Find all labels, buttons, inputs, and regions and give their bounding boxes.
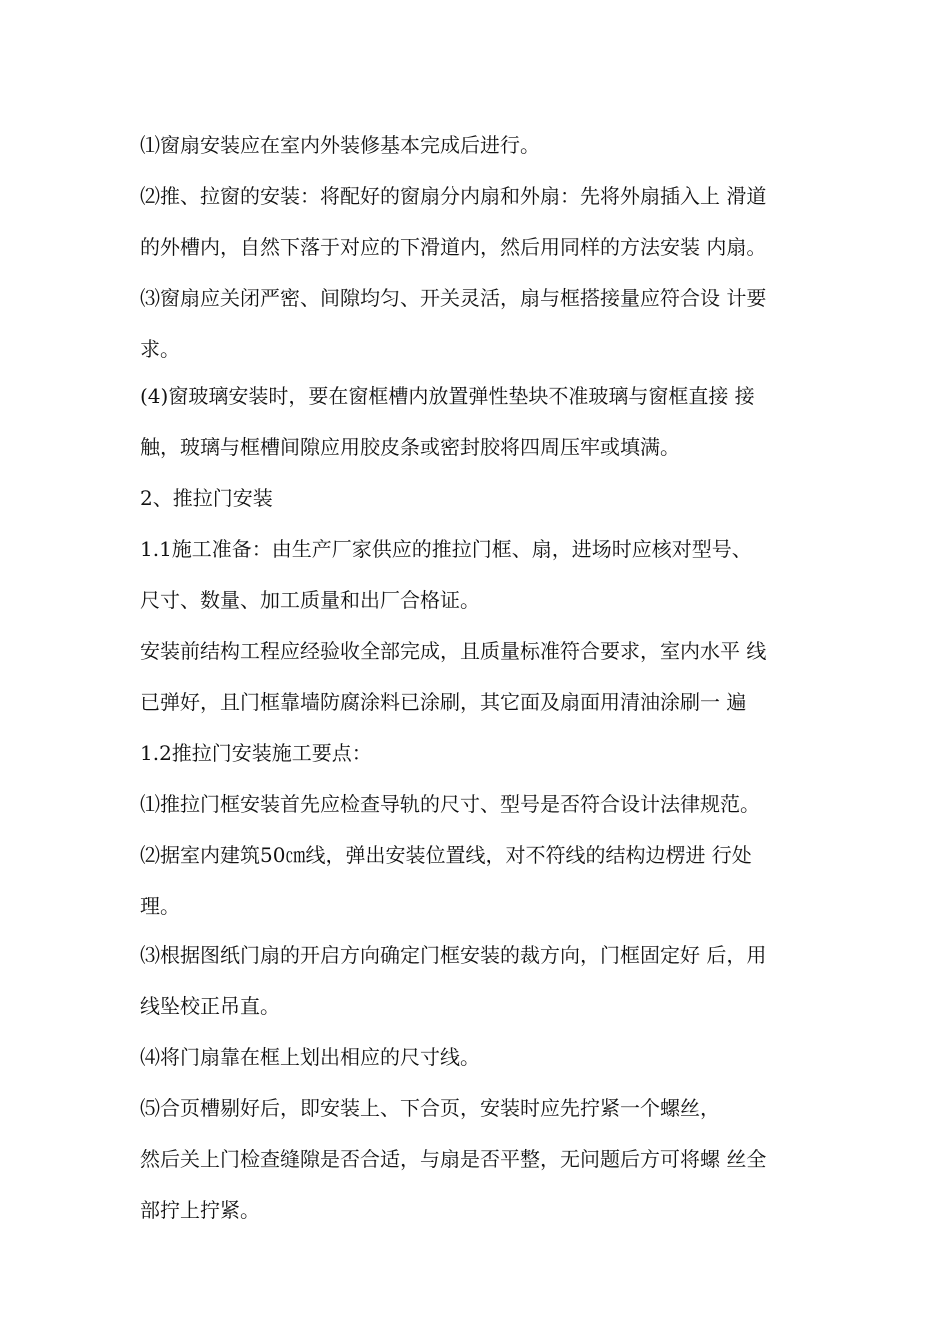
text-line: 安装前结构工程应经验收全部完成，且质量标准符合要求，室内水平 线 xyxy=(140,639,767,663)
text-line: 尺寸、数量、加工质量和出厂合格证。 xyxy=(140,588,480,612)
text-line: 触，玻璃与框槽间隙应用胶皮条或密封胶将四周压牢或填满。 xyxy=(140,435,680,459)
text-line: (4)窗玻璃安装时，要在窗框槽内放置弹性垫块不准玻璃与窗框直接 接 xyxy=(140,384,755,408)
text-line: 求。 xyxy=(140,337,180,361)
text-line: ⑴窗扇安装应在室内外装修基本完成后进行。 xyxy=(140,133,540,157)
text-line: 部拧上拧紧。 xyxy=(140,1198,260,1222)
text-line: ⑵推、拉窗的安装：将配好的窗扇分内扇和外扇：先将外扇插入上 滑道 xyxy=(140,184,767,208)
text-line: 线坠校正吊直。 xyxy=(140,994,280,1018)
text-line: 然后关上门检查缝隙是否合适，与扇是否平整，无问题后方可将螺 丝全 xyxy=(140,1147,767,1171)
text-line: 1.1施工准备：由生产厂家供应的推拉门框、扇，进场时应核对型号、 xyxy=(140,537,752,561)
text-line: ⑶窗扇应关闭严密、间隙均匀、开关灵活，扇与框搭接量应符合设 计要 xyxy=(140,286,767,310)
text-line: ⑵据室内建筑50㎝线，弹出安装位置线，对不符线的结构边楞进 行处 xyxy=(140,843,752,867)
text-line: 的外槽内，自然下落于对应的下滑道内，然后用同样的方法安装 内扇。 xyxy=(140,235,767,259)
text-line: ⑴推拉门框安装首先应检查导轨的尺寸、型号是否符合设计法律规范。 xyxy=(140,792,760,816)
text-line: ⑶根据图纸门扇的开启方向确定门框安装的裁方向，门框固定好 后，用 xyxy=(140,943,767,967)
subsection-heading: 1.2推拉门安装施工要点： xyxy=(140,741,372,765)
text-line: 理。 xyxy=(140,894,180,918)
text-line: 已弹好，且门框靠墙防腐涂料已涂刷，其它面及扇面用清油涂刷一 遍 xyxy=(140,690,747,714)
section-heading: 2、推拉门安装 xyxy=(140,486,273,510)
text-line: ⑸合页槽剔好后，即安装上、下合页，安装时应先拧紧一个螺丝， xyxy=(140,1096,720,1120)
text-line: ⑷将门扇靠在框上划出相应的尺寸线。 xyxy=(140,1045,480,1069)
